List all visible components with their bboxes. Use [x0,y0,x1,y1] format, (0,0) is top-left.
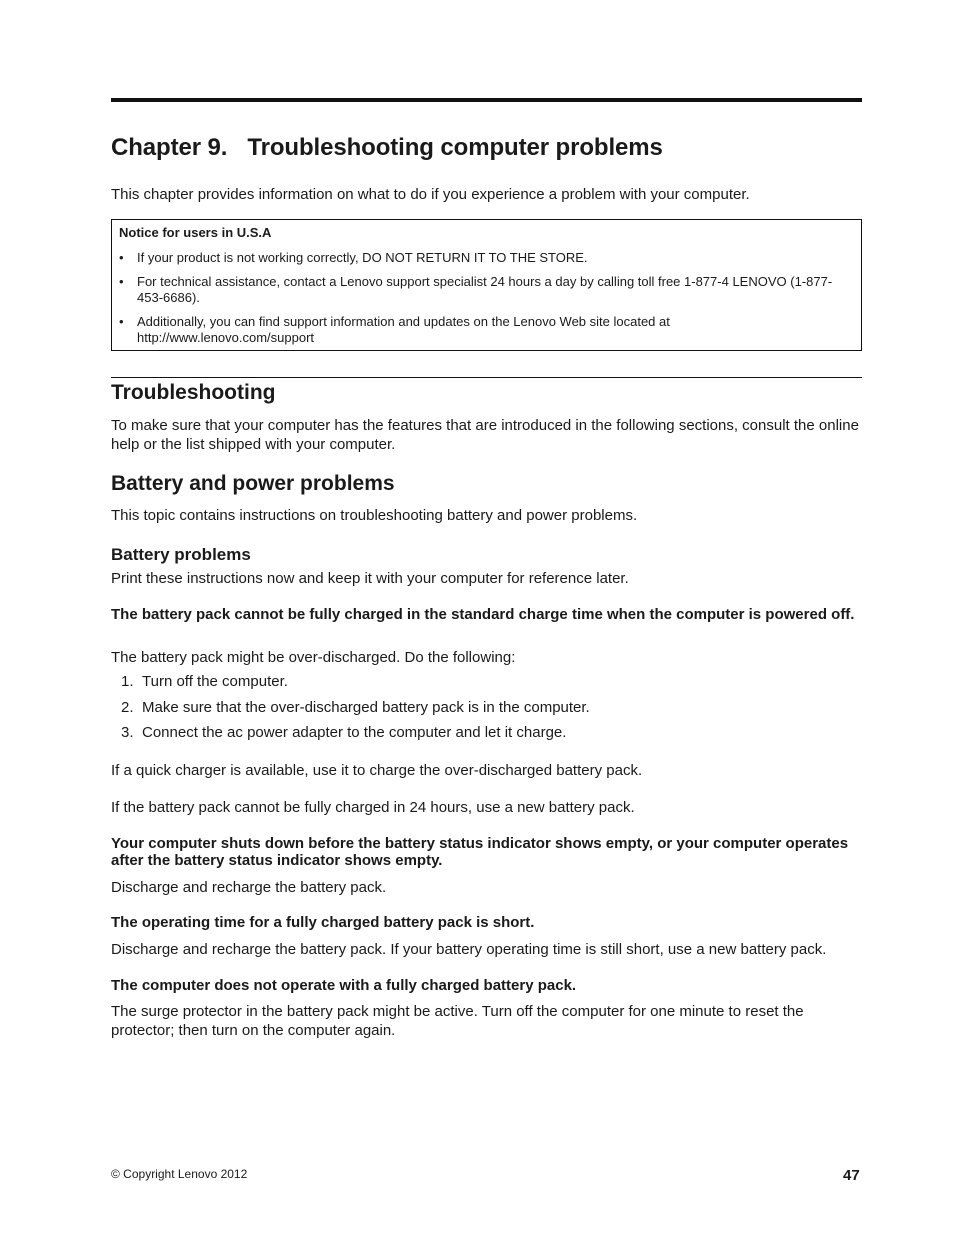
notice-item-text: If your product is not working correctly, DO NOT RETURN IT TO THE STORE. [137,250,588,265]
troubleshooting-heading: Troubleshooting [111,381,276,404]
chapter-number: Chapter 9. [111,134,228,161]
list-item [121,673,288,690]
answer-text: The battery pack might be over-discharged. Do the following: [111,649,516,666]
notice-item [119,274,849,306]
notice-box [111,219,862,351]
step-text: Connect the ac power adapter to the computer and let it charge. [142,724,567,741]
list-item [121,724,566,741]
answer-text: If a quick charger is available, use it to charge the over-discharged battery pack. [111,762,643,779]
battery-power-text: This topic contains instructions on troubleshooting battery and power problems. [111,507,638,524]
notice-item [119,250,849,266]
battery-problems-heading: Battery problems [111,545,251,564]
battery-problems-text: Print these instructions now and keep it with your computer for reference later. [111,570,629,587]
notice-item-text: For technical assistance, contact a Lenovo support specialist 24 hours a day by calling toll free 1-877-4 LENOVO (1-877-453-6686). [137,274,833,305]
bullet-icon: • [119,250,124,265]
step-number: 1. [121,673,134,690]
copyright-footer: © Copyright Lenovo 2012 [111,1167,248,1181]
step-text: Make sure that the over-discharged battery pack is in the computer. [142,699,590,716]
question-heading: The operating time for a fully charged battery pack is short. [111,914,535,931]
question-heading: The battery pack cannot be fully charged in the standard charge time when the computer is powered off. [111,606,855,623]
answer-text: If the battery pack cannot be fully charged in 24 hours, use a new battery pack. [111,799,635,816]
chapter-intro: This chapter provides information on what to do if you experience a problem with your computer. [111,186,750,203]
troubleshooting-text: To make sure that your computer has the features that are introduced in the following sections, consult the online help or the list shipped with your computer. [111,417,859,453]
notice-title: Notice for users in U.S.A [119,225,272,240]
page-number: 47 [843,1167,860,1184]
answer-text: The surge protector in the battery pack might be active. Turn off the computer for one minute to reset the protector; then turn on the computer again. [111,1003,804,1039]
chapter-title [111,134,663,162]
notice-item [119,314,849,346]
top-rule [111,98,862,102]
answer-text: Discharge and recharge the battery pack. If your battery operating time is still short, use a new battery pack. [111,941,827,958]
list-item [121,699,590,716]
step-text: Turn off the computer. [142,673,288,690]
bullet-icon: • [119,274,124,289]
battery-power-heading: Battery and power problems [111,472,395,495]
step-number: 3. [121,724,134,741]
question-heading: Your computer shuts down before the battery status indicator shows empty, or your computer operates after the battery status indicator shows empty. [111,835,849,869]
notice-item-text: Additionally, you can find support information and updates on the Lenovo Web site located at http://www.lenovo.com/support [137,314,670,345]
answer-text: Discharge and recharge the battery pack. [111,879,387,896]
section-rule [111,377,862,378]
bullet-icon: • [119,314,124,329]
step-number: 2. [121,699,134,716]
chapter-title-text: Troubleshooting computer problems [247,134,663,161]
question-heading: The computer does not operate with a fully charged battery pack. [111,977,577,994]
